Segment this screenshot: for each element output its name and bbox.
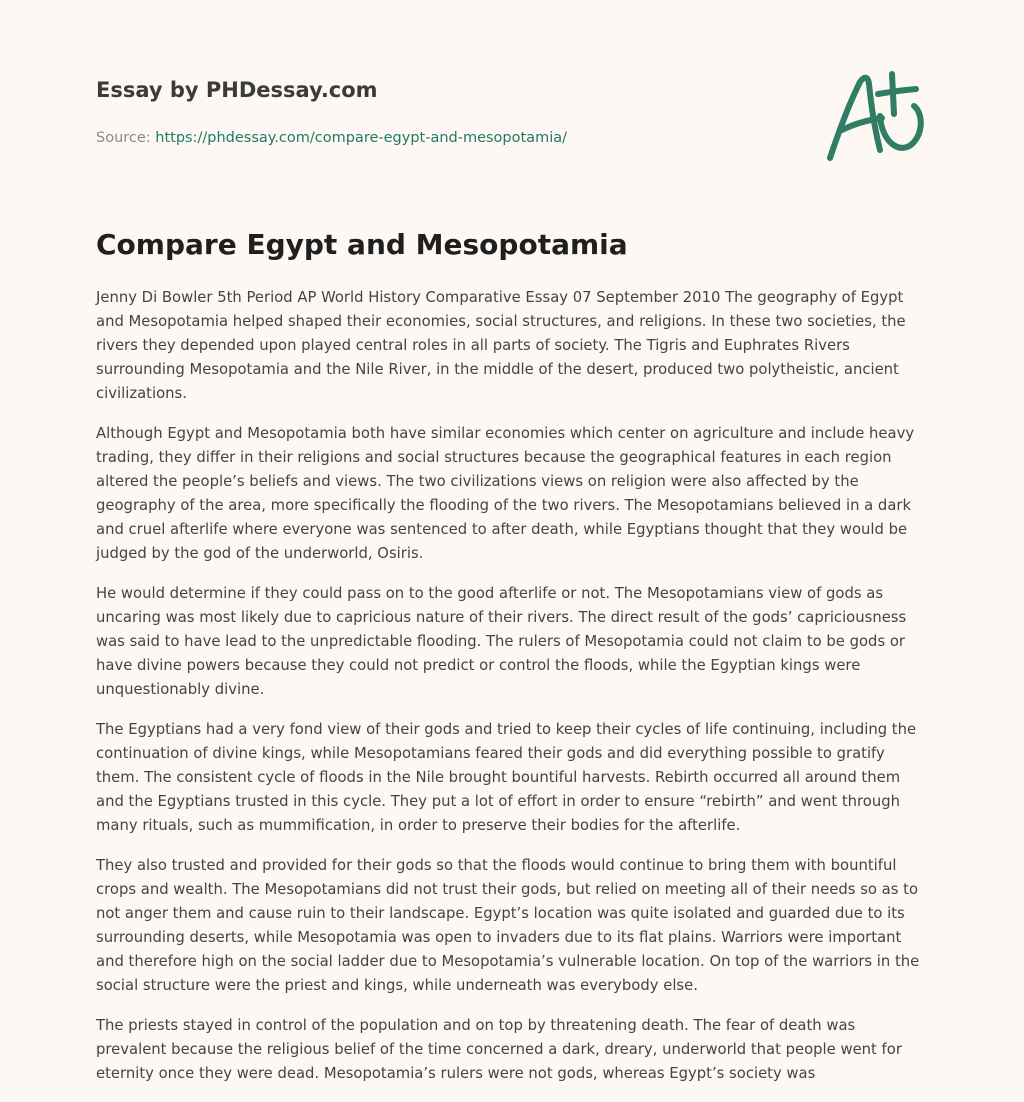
essay-paragraph: He would determine if they could pass on to the good afterlife or not. The Mesopotamians view of gods as uncaring was most likely due to capricious nature of their rivers. The direct result of the gods’ capriciousness was said to have lead to the unpredictable flooding. The rulers of Mesopotamia could not claim to be gods or have divine powers because they could not predict or control the floods, while the Egyptian kings were unquestionably divine. bbox=[96, 585, 907, 698]
source-link[interactable]: https://phdessay.com/compare-egypt-and-mesopotamia/ bbox=[155, 130, 567, 146]
source-line bbox=[96, 128, 796, 148]
essay-title: Compare Egypt and Mesopotamia bbox=[96, 228, 628, 261]
essay-paragraph: Although Egypt and Mesopotamia both have similar economies which center on agriculture and include heavy trading, they differ in their religions and social structures because the geographical features in each region altered the people’s beliefs and views. The two civilizations views on religion were also affected by the geography of the area, more specifically the flooding of the two rivers. The Mesopotamians believed in a dark and cruel afterlife where everyone was sentenced to after death, while Egyptians thought that they would be judged by the god of the underworld, Osiris. bbox=[96, 425, 915, 562]
document-header bbox=[96, 76, 796, 148]
brand-title: Essay by PHDessay.com bbox=[96, 78, 378, 102]
essay-paragraph: The Egyptians had a very fond view of their gods and tried to keep their cycles of life continuing, including the continuation of divine kings, while Mesopotamians feared their gods and did everything possible to gratify them. The consistent cycle of floods in the Nile brought bountiful harvests. Rebirth occurred all around them and the Egyptians trusted in this cycle. They put a lot of effort in order to ensure “rebirth” and went through many rituals, such as mummification, in order to preserve their bodies for the afterlife. bbox=[96, 721, 917, 834]
essay-paragraph: They also trusted and provided for their gods so that the floods would continue to bring them with bountiful crops and wealth. The Mesopotamians did not trust their gods, but relied on meeting all of their needs so as to not anger them and cause ruin to their landscape. Egypt’s location was quite isolated and guarded due to its surrounding deserts, while Mesopotamia was open to invaders due to its flat plains. Warriors were important and therefore high on the social ladder due to Mesopotamia’s vulnerable location. On top of the warriors in the social structure were the priest and kings, while underneath was everybody else. bbox=[96, 857, 920, 994]
essay-paragraph: The priests stayed in control of the population and on top by threatening death. The fear of death was prevalent because the religious belief of the time concerned a dark, dreary, underworld that people went for eternity once they were dead. Mesopotamia’s rulers were not gods, whereas Egypt’s society was bbox=[96, 1017, 902, 1082]
essay-body bbox=[96, 286, 928, 1102]
source-label: Source: bbox=[96, 130, 156, 146]
essay-paragraph: Jenny Di Bowler 5th Period AP World History Comparative Essay 07 September 2010 The geography of Egypt and Mesopotamia helped shaped their economies, social structures, and religions. In these two societies, the rivers they depended upon played central roles in all parts of society. The Tigris and Euphrates Rivers surrounding Mesopotamia and the Nile River, in the middle of the desert, produced two polytheistic, ancient civilizations. bbox=[96, 289, 906, 402]
a-plus-logo-icon bbox=[818, 64, 930, 168]
